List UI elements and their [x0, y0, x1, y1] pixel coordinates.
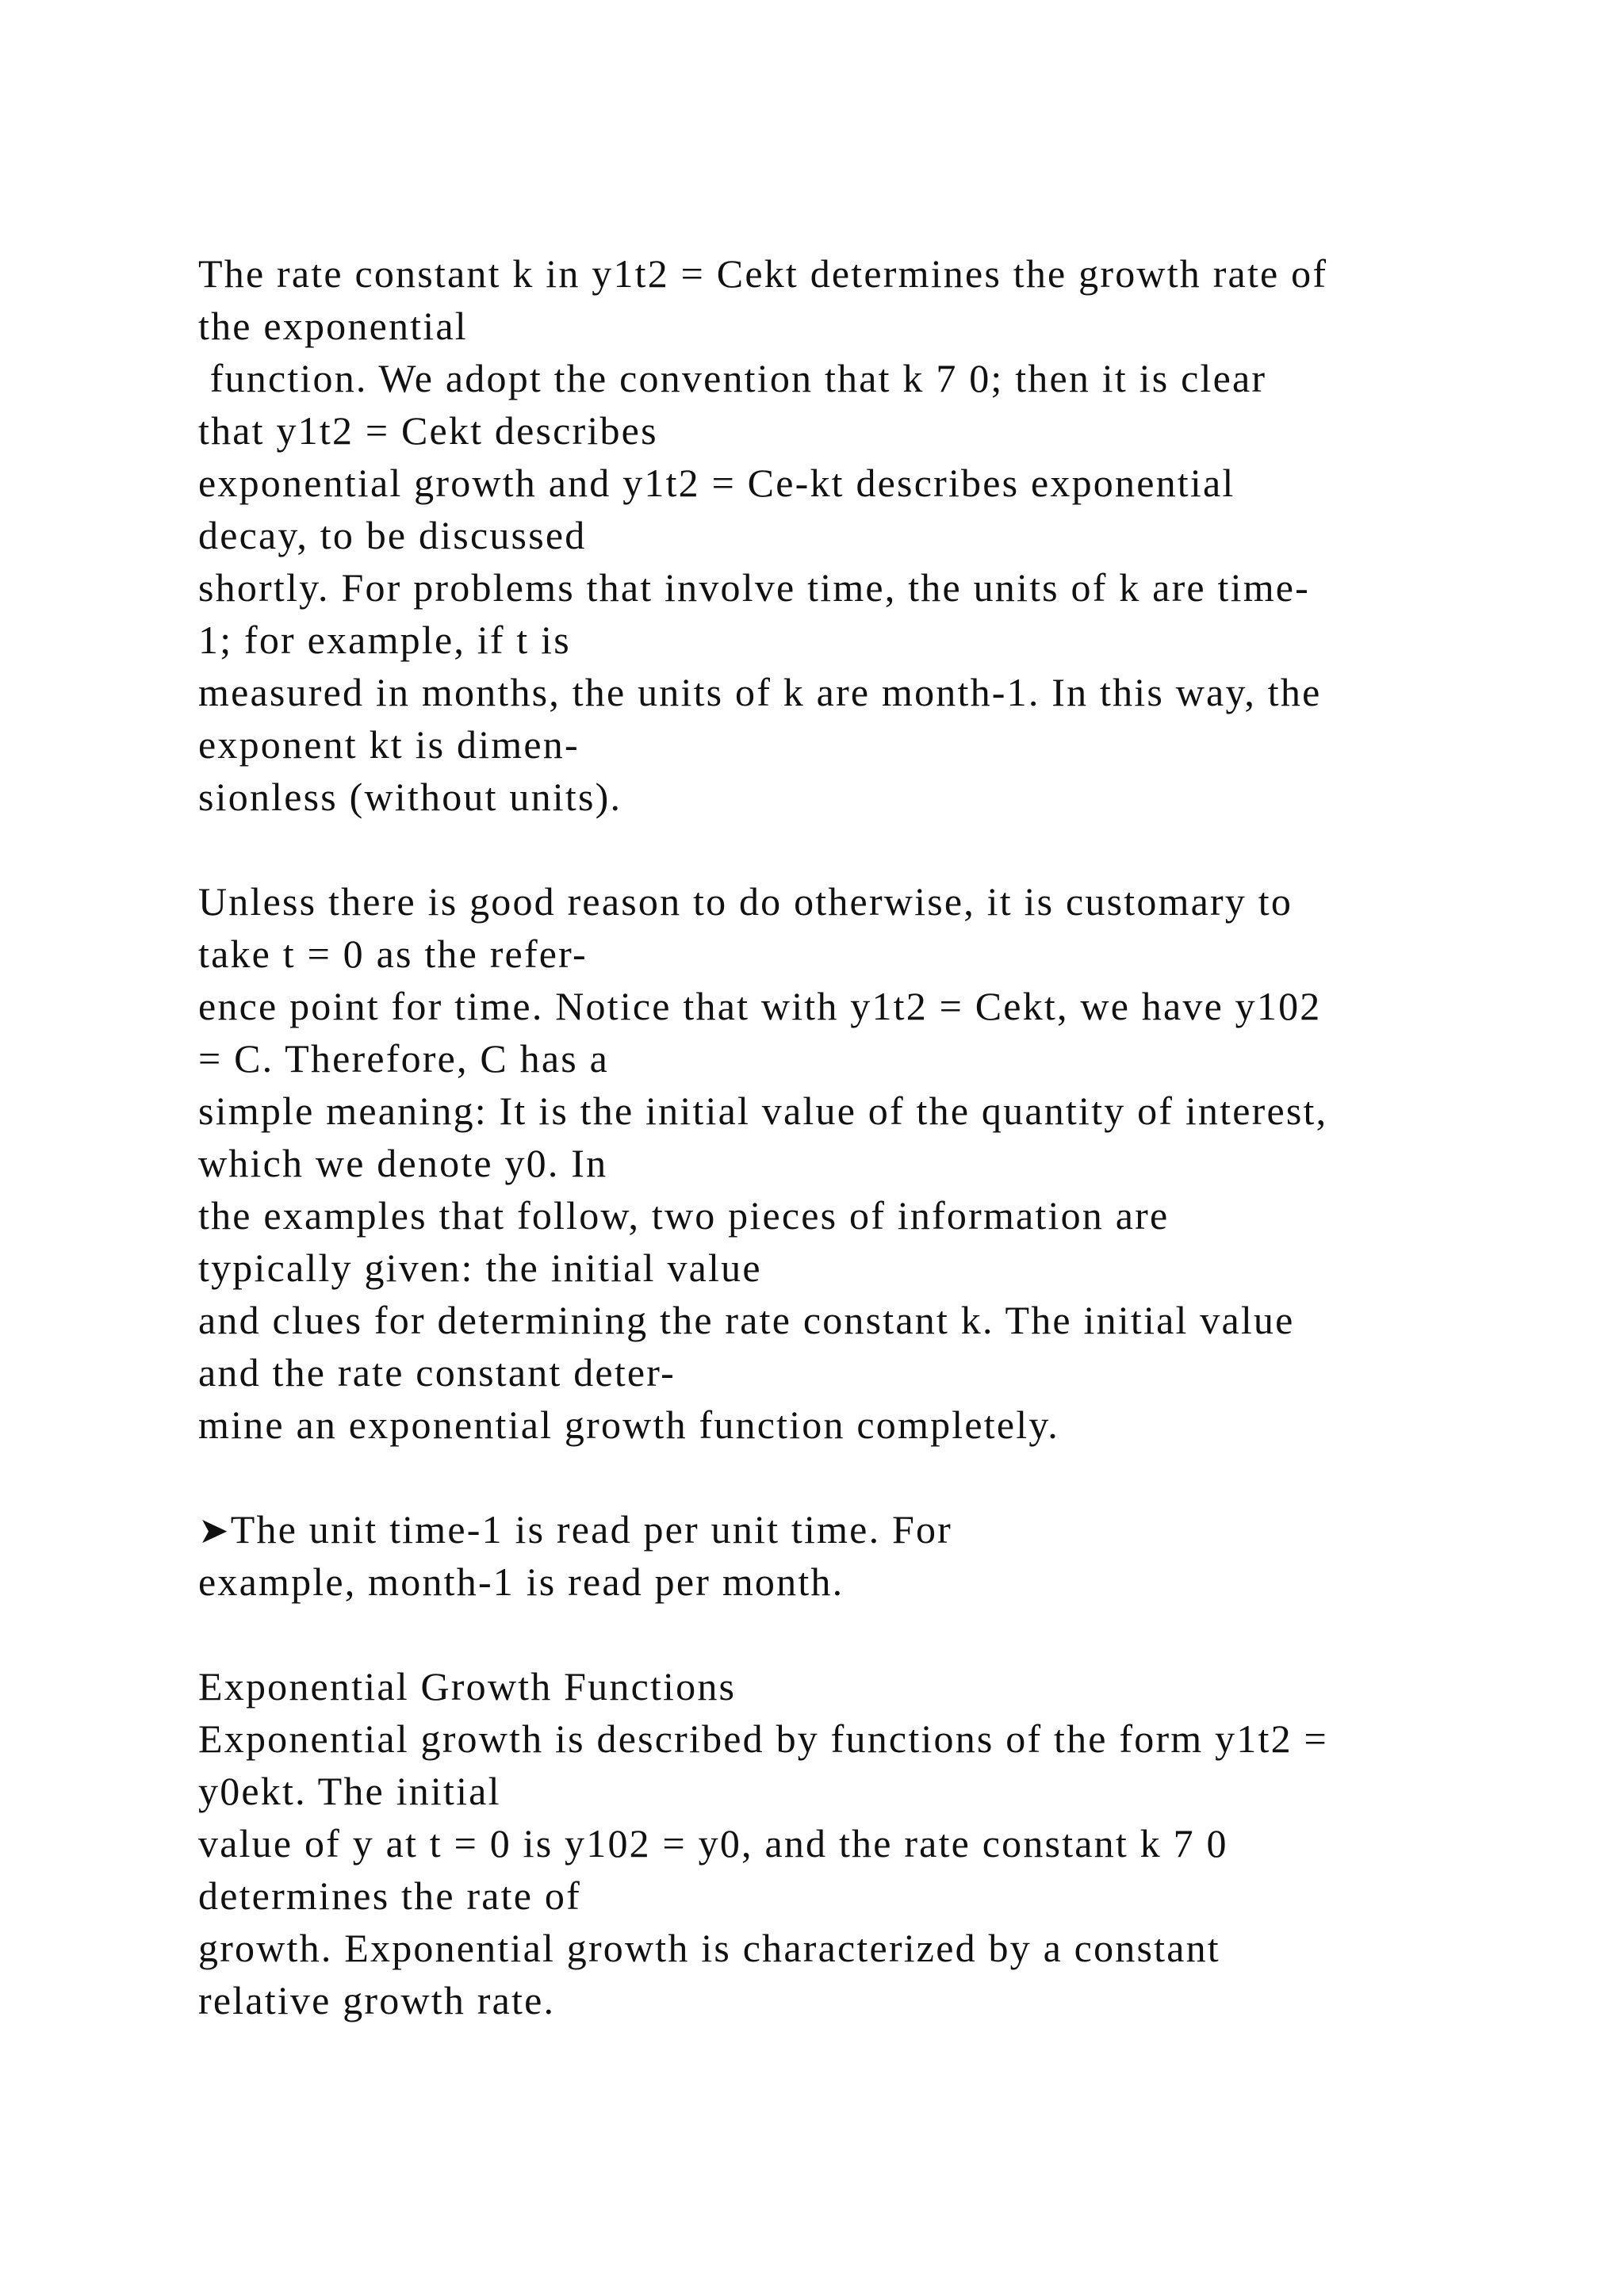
- paragraph-1-line-3: function. We adopt the convention that k 7 0; then it is clear: [198, 356, 1267, 400]
- paragraph-1-line-1: The rate constant k in y1t2 = Cekt determines the growth rate of: [198, 251, 1328, 296]
- paragraph-1-line-2: the exponential: [198, 304, 468, 348]
- note-line-2: example, month-1 is read per month.: [198, 1559, 845, 1604]
- section-line-6: relative growth rate.: [198, 1978, 556, 2022]
- paragraph-1-line-5: exponential growth and y1t2 = Ce-kt describes exponential: [198, 461, 1235, 505]
- paragraph-2-line-9: and clues for determining the rate constant k. The initial value: [198, 1298, 1295, 1342]
- section-line-1: Exponential growth is described by functions of the form y1t2 =: [198, 1716, 1328, 1761]
- paragraph-1-line-6: decay, to be discussed: [198, 513, 587, 557]
- paragraph-2-line-1: Unless there is good reason to do otherwise, it is customary to: [198, 879, 1293, 924]
- paragraph-2-line-7: the examples that follow, two pieces of information are: [198, 1193, 1170, 1238]
- section-heading: Exponential Growth Functions: [198, 1664, 737, 1709]
- paragraph-2-line-6: which we denote y0. In: [198, 1141, 608, 1185]
- section-line-5: growth. Exponential growth is characterized by a constant: [198, 1926, 1220, 1970]
- paragraph-2-line-2: take t = 0 as the refer-: [198, 932, 588, 976]
- section-line-4: determines the rate of: [198, 1873, 581, 1918]
- paragraph-1-line-8: 1; for example, if t is: [198, 618, 571, 662]
- paragraph-1-line-11: sionless (without units).: [198, 775, 622, 819]
- paragraph-1-line-4: that y1t2 = Cekt describes: [198, 408, 658, 453]
- paragraph-1-line-9: measured in months, the units of k are month-1. In this way, the: [198, 670, 1322, 714]
- paragraph-2-line-10: and the rate constant deter-: [198, 1350, 676, 1395]
- note-line-1: [198, 1503, 952, 1556]
- paragraph-2-line-4: = C. Therefore, C has a: [198, 1036, 610, 1081]
- paragraph-2-line-11: mine an exponential growth function completely.: [198, 1402, 1059, 1447]
- section-line-3: value of y at t = 0 is y102 = y0, and the rate constant k 7 0: [198, 1821, 1228, 1866]
- paragraph-2-line-3: ence point for time. Notice that with y1t2 = Cekt, we have y102: [198, 984, 1322, 1028]
- paragraph-1-line-10: exponent kt is dimen-: [198, 722, 580, 767]
- paragraph-2-line-5: simple meaning: It is the initial value of the quantity of interest,: [198, 1089, 1328, 1133]
- paragraph-1-line-7: shortly. For problems that involve time, the units of k are time-: [198, 565, 1311, 610]
- arrow-icon: ➤: [198, 1509, 231, 1552]
- paragraph-2-line-8: typically given: the initial value: [198, 1246, 762, 1290]
- note-text-1: The unit time-1 is read per unit time. For: [230, 1507, 953, 1552]
- section-line-2: y0ekt. The initial: [198, 1769, 501, 1813]
